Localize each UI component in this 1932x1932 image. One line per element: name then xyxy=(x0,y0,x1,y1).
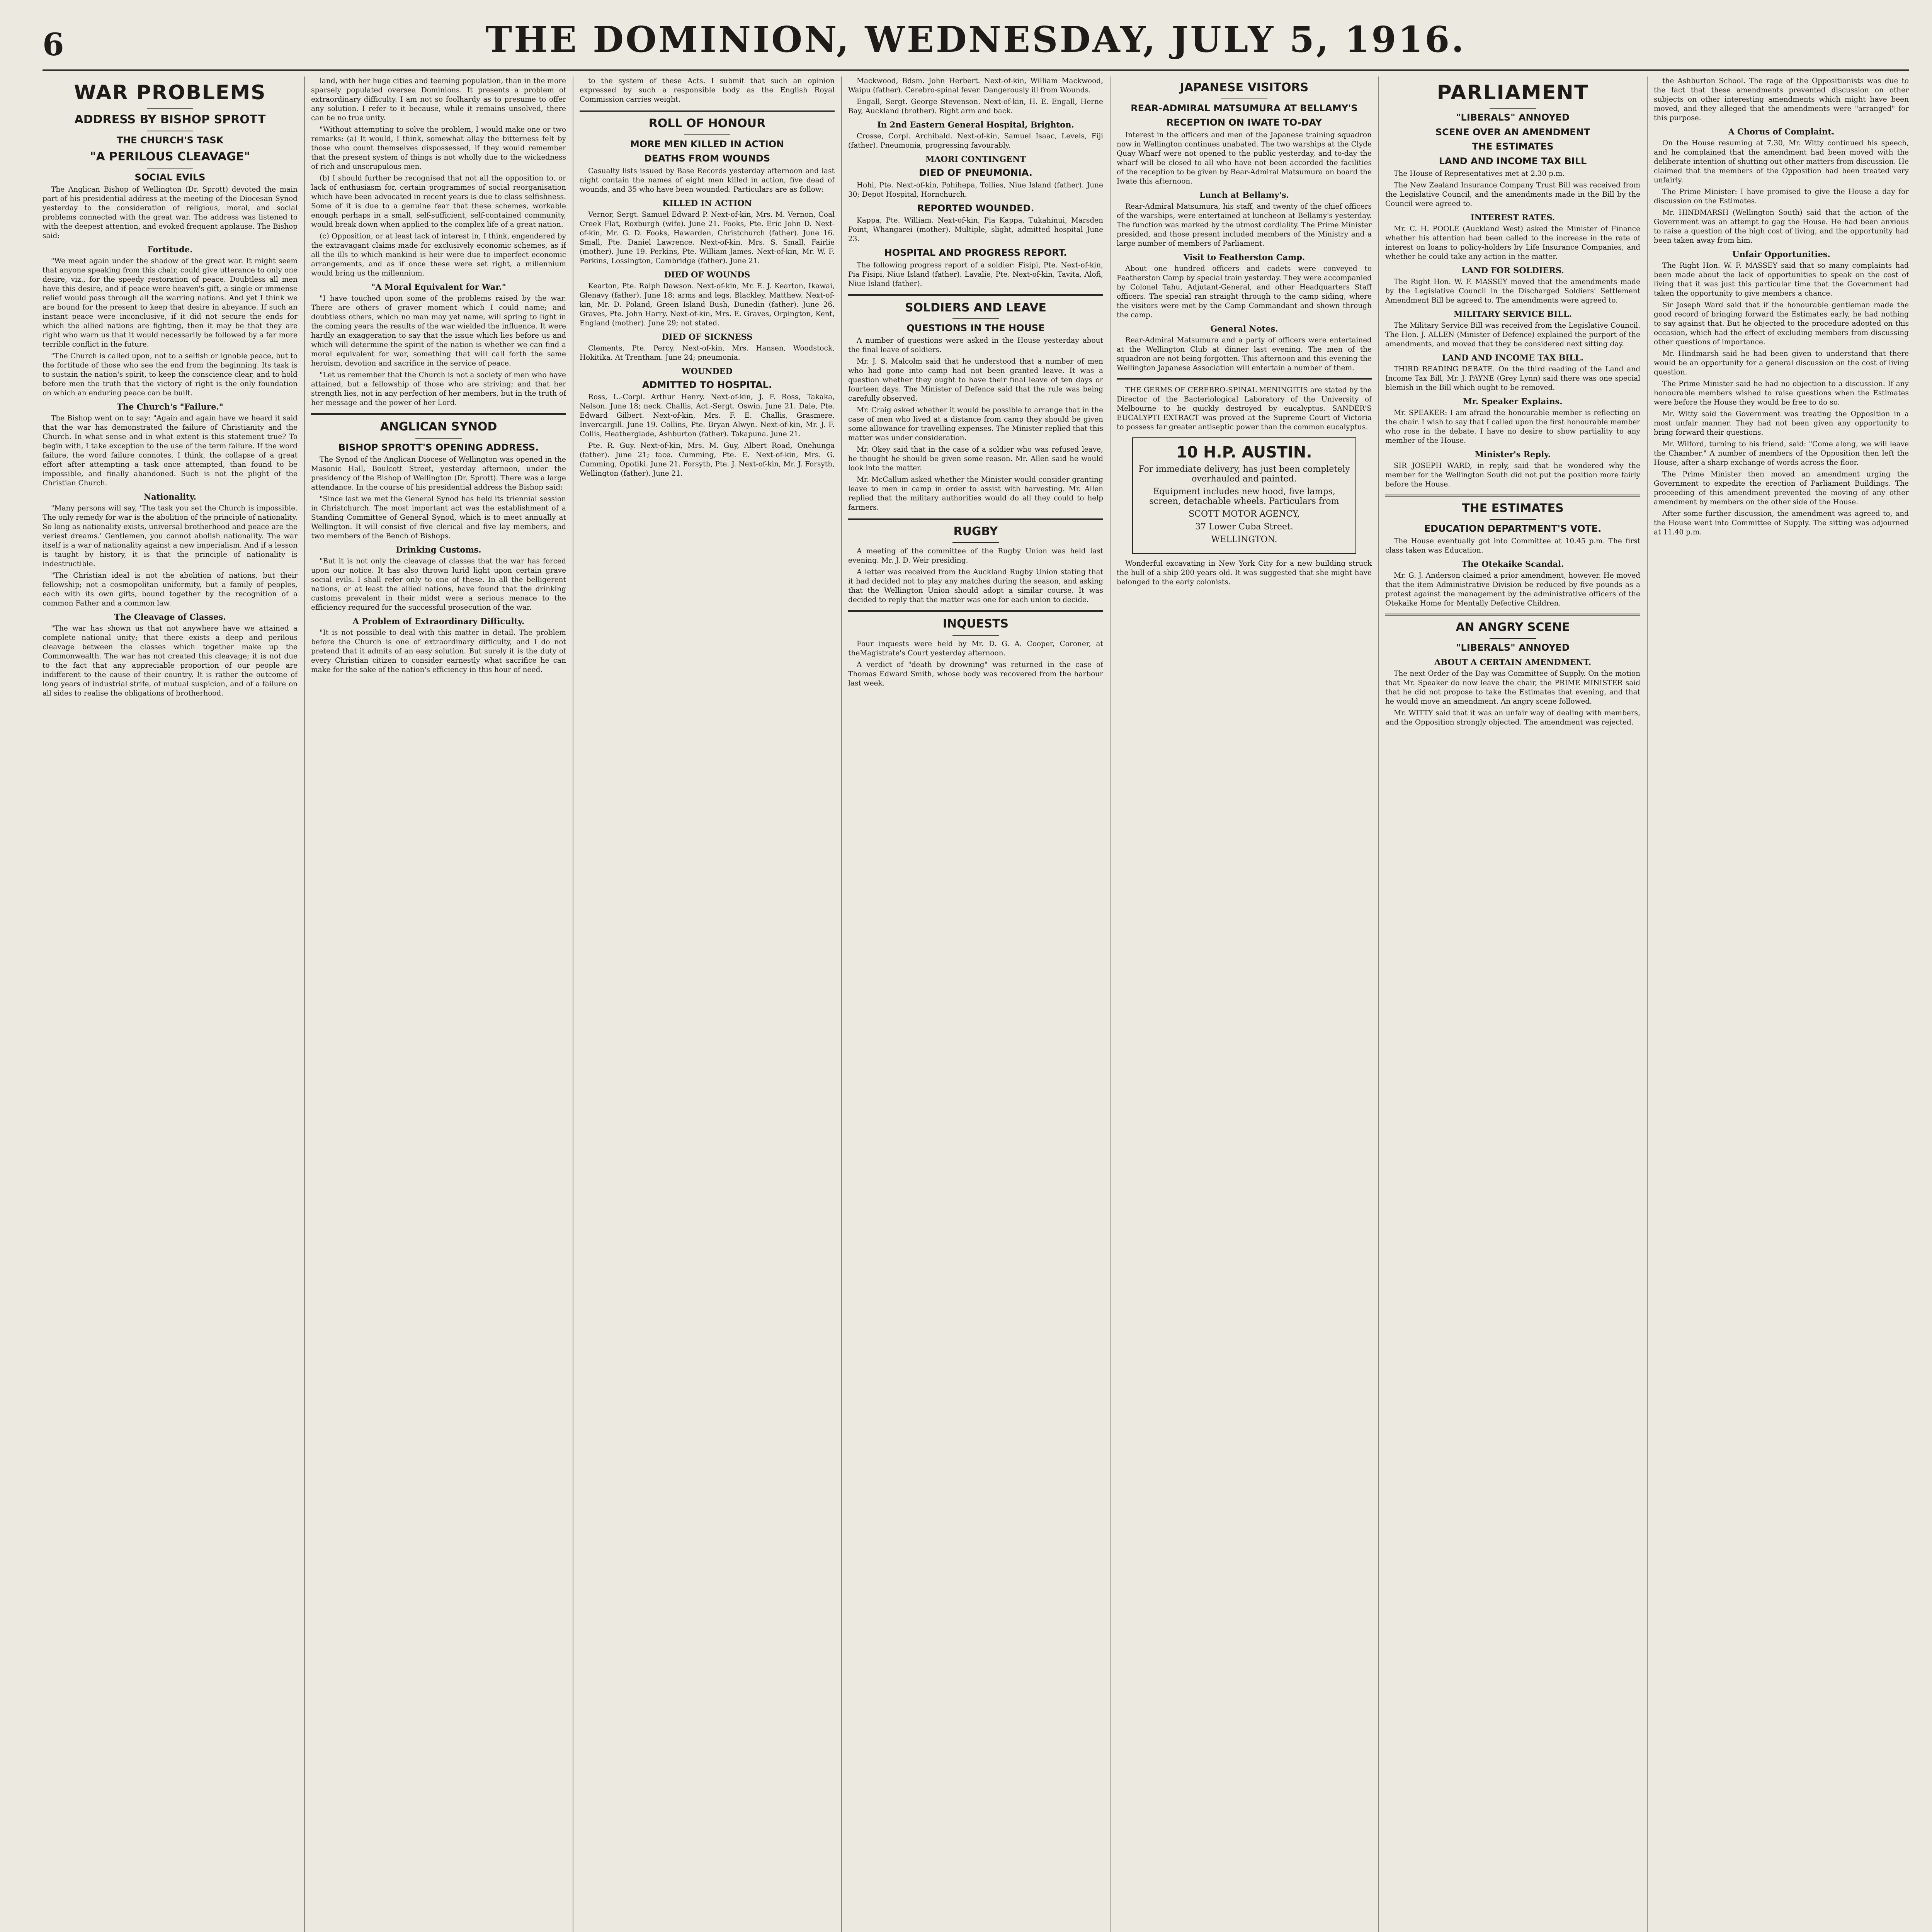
article-paragraph: Mr. Wilford, turning to his friend, said: "Come along, we will leave the Chamber." A number of members of the Opposition then left the House, after a sharp exchange of words across the floor. xyxy=(1654,440,1909,467)
section-subheading: The Cleavage of Classes. xyxy=(114,612,226,622)
column-rule xyxy=(1647,77,1648,1932)
article-paragraph: Mr. WITTY said that it was an unfair way of dealing with members, and the Opposition strongly objected. The amendment was rejected. xyxy=(1385,709,1640,726)
news-column-7 xyxy=(1654,77,1909,1932)
page-number: 6 xyxy=(43,26,64,63)
section-subheading: Lunch at Bellamy's. xyxy=(1199,190,1289,200)
headline-rule xyxy=(684,134,730,135)
article-paragraph: The Anglican Bishop of Wellington (Dr. Sprott) devoted the main part of his presidential address at the meeting of the Diocesan Synod yesterday to the consideration of religious, moral, and social problems connected with the great war. The address was listened to with the deepest attention, and evoked frequent applause. The Bishop said: xyxy=(43,185,298,240)
section-divider xyxy=(1117,378,1372,380)
article-paragraph: A meeting of the committee of the Rugby Union was held last evening. Mr. J. D. Weir presiding. xyxy=(848,547,1103,565)
article-paragraph: Mr. Okey said that in the case of a soldier who was refused leave, he thought he should be given some reason. Mr. Allen said he would look into the matter. xyxy=(848,445,1103,472)
classified-advertisement xyxy=(1132,437,1356,554)
article-paragraph: A letter was received from the Auckland Rugby Union stating that it had decided not to play any matches during the season, and asking that the Wellington Union should adopt a similar course. It was decided to reply that the matter was one for each union to decide. xyxy=(848,568,1103,604)
article-paragraph: "Without attempting to solve the problem, I would make one or two remarks: (a) It would, I think, somewhat allay the bitterness felt by those who count themselves dispossessed, if they would remember that the present system of things is not wholly due to the wickedness of rich and unscrupulous men. xyxy=(311,126,566,171)
article-paragraph: A verdict of "death by drowning" was returned in the case of Thomas Edward Smith, whose body was recovered from the harbour last week. xyxy=(848,660,1103,687)
advertisement-line: 37 Lower Cuba Street. xyxy=(1195,522,1293,532)
article-subheadline: INQUESTS xyxy=(942,617,1009,631)
article-subheadline: ADDRESS BY BISHOP SPROTT xyxy=(74,113,266,127)
section-subheading: Mr. Speaker Explains. xyxy=(1463,396,1563,406)
article-subheadline: ADMITTED TO HOSPITAL. xyxy=(642,379,772,390)
news-column-1 xyxy=(43,77,298,1932)
article-paragraph: Interest in the officers and men of the Japanese training squadron now in Wellington continues unabated. The two warships at the Clyde Quay Wharf were not opened to the public yesterday, and to-day the wharf will be closed to all who have not been accorded the facilities of the reception to be given by Rear-Admiral Matsumura on board the Iwate this afternoon. xyxy=(1117,131,1372,185)
article-paragraph: Ross, L.-Corpl. Arthur Henry. Next-of-kin, J. F. Ross, Takaka, Nelson. June 18; neck. Challis, Act.-Sergt. Oswin. June 21. Dale, Pte. Edward Gilbert. Next-of-kin, Mrs. F. E. Challis, Grasmere, Invercargill. June 19. Collins, Pte. Bryan Alwyn. Next-of-kin, Mr. J. F. Collis, Heatherglade, Ashburton (father). Takapuna. June 21. xyxy=(580,393,835,439)
article-paragraph: the Ashburton School. The rage of the Oppositionists was due to the fact that these amendments prevented discussion on other subjects on other interesting amendments which might have been moved, and they alleged that the amendments were "arranged" for this purpose. xyxy=(1654,77,1909,122)
article-paragraph: Mackwood, Bdsm. John Herbert. Next-of-kin, William Mackwood, Waipu (father). Cerebro-spinal fever. Dangerously ill from Wounds. xyxy=(848,77,1103,94)
article-subheadline: DEATHS FROM WOUNDS xyxy=(644,153,770,164)
article-subheadline: REPORTED WOUNDED. xyxy=(917,202,1034,214)
article-paragraph: Mr. Craig asked whether it would be possible to arrange that in the case of men who lived at a distance from camp they should be given some allowance for travelling expenses. The Minister replied that this matter was under consideration. xyxy=(848,406,1103,442)
section-subheading: The Otekaike Scandal. xyxy=(1461,559,1564,569)
article-subheadline: LAND AND INCOME TAX BILL xyxy=(1439,155,1587,167)
article-paragraph: The New Zealand Insurance Company Trust Bill was received from the Legislative Council, and the amendments made in the Bill by the Council were agreed to. xyxy=(1385,181,1640,208)
advertisement-line: Equipment includes new hood, five lamps, screen, detachable wheels. Particulars from xyxy=(1149,486,1339,506)
article-subheadline: JAPANESE VISITORS xyxy=(1180,81,1309,94)
article-paragraph: Crosse, Corpl. Archibald. Next-of-kin, Samuel Isaac, Levels, Fiji (father). Pneumonia, progressing favourably. xyxy=(848,132,1103,150)
article-paragraph: "Many persons will say, 'The task you set the Church is impossible. The only remedy for war is the abolition of the principle of nationality. So long as nationality exists, universal brotherhood and peace are the veriest dreams.' Gentlemen, you cannot abolish nationality. The war itself is a war of nationality against a new imperialism. And if a lesson is taught by history, it is that the principle of nationality is indestructible. xyxy=(43,504,298,568)
advertisement-line: For immediate delivery, has just been completely overhauled and painted. xyxy=(1138,464,1350,484)
section-subheading: ABOUT A CERTAIN AMENDMENT. xyxy=(1434,657,1592,667)
article-paragraph: Vernor, Sergt. Samuel Edward P. Next-of-kin, Mrs. M. Vernon, Coal Creek Flat, Roxburgh (wife). June 21. Fooks, Pte. Eric John D. Next-of-kin, Mr. G. D. Fooks, Hawarden, Christchurch (father). June 16. Small, Pte. Daniel Lawrence. Next-of-kin, Mrs. S. Small, Fairlie (mother). June 19. Perkins, Pte. William James. Next-of-kin, Mr. W. F. Perkins, Lossington, Cambridge (father). June 21. xyxy=(580,210,835,265)
article-paragraph: The House eventually got into Committee at 10.45 p.m. The first class taken was Education. xyxy=(1385,537,1640,554)
news-column-5 xyxy=(1117,77,1372,1932)
article-paragraph: The Right Hon. W. F. MASSEY said that so many complaints had been made about the lack of opportunities to speak on the cost of living that it was just this particular time that the Government had taken the opportunity to give members a chance. xyxy=(1654,262,1909,298)
section-subheading: Unfair Opportunities. xyxy=(1732,249,1830,259)
news-column-4 xyxy=(848,77,1103,1932)
newspaper-title: THE DOMINION, WEDNESDAY, JULY 5, 1916. xyxy=(485,19,1466,60)
section-subheading: A Problem of Extraordinary Difficulty. xyxy=(352,616,525,626)
article-paragraph: Kappa, Pte. William. Next-of-kin, Pia Kappa, Tukahinui, Marsden Point, Whangarei (mother). Multiple, slight, admitted hospital June 23. xyxy=(848,216,1103,243)
article-paragraph: THE GERMS OF CEREBRO-SPINAL MENINGITIS are stated by the Director of the Bacteriological Laboratory of the University of Melbourne to be quickly destroyed by eucalyptus. SANDER'S EUCALYPTI EXTRACT was proved at the Supreme Court of Victoria to possess far greater antiseptic power than the common eucalyptus. xyxy=(1117,386,1372,431)
headline-rule xyxy=(952,635,999,636)
advertisement-heading: 10 H.P. AUSTIN. xyxy=(1176,443,1312,461)
article-subheadline: ROLL OF HONOUR xyxy=(648,117,766,130)
news-column-3 xyxy=(580,77,835,1932)
news-column-6 xyxy=(1385,77,1640,1932)
article-paragraph: Mr. HINDMARSH (Wellington South) said that the action of the Government was an attempt to gag the House. He had been anxious to raise a question of the high cost of living, and the opportunity had been taken away from him. xyxy=(1654,209,1909,245)
section-divider xyxy=(848,518,1103,520)
article-paragraph: Mr. C. H. POOLE (Auckland West) asked the Minister of Finance whether his attention had been called to the increase in the rate of interest on loans to policy-holders by Life Insurance Companies, and whether he could take any action in the matter. xyxy=(1385,224,1640,261)
article-paragraph: SIR JOSEPH WARD, in reply, said that he wondered why the member for the Wellington South did not put the position more fairly before the House. xyxy=(1385,461,1640,488)
article-paragraph: to the system of these Acts. I submit that such an opinion expressed by such a responsible body as the English Royal Commission carries weight. xyxy=(580,77,835,104)
article-paragraph: "Let us remember that the Church is not a society of men who have attained, but a fellowship of those who are striving; and that her strength lies, not in any perfection of her members, but in the truth of her message and the power of her Lord. xyxy=(311,371,566,407)
section-subheading: "A Moral Equivalent for War." xyxy=(371,282,506,292)
advertisement-line: SCOTT MOTOR AGENCY, xyxy=(1189,509,1300,519)
section-subheading: MILITARY SERVICE BILL. xyxy=(1454,309,1572,319)
section-subheading: A Chorus of Complaint. xyxy=(1728,127,1835,136)
section-subheading: Nationality. xyxy=(143,492,197,502)
article-subheadline: THE CHURCH'S TASK xyxy=(116,134,224,146)
article-paragraph: About one hundred officers and cadets were conveyed to Featherston Camp by special train yesterday. They were accompanied by Colonel Tahu, Adjutant-General, and other Headquarters Staff officers. The special ran straight through to the camp siding, where the visitors were met by the Camp Commandant and shown through the camp. xyxy=(1117,264,1372,319)
article-subheadline: MORE MEN KILLED IN ACTION xyxy=(630,138,784,150)
article-paragraph: land, with her huge cities and teeming population, than in the more sparsely populated oversea Dominions. It presents a problem of extraordinary difficulty. I am not so foolhardy as to presume to offer any solution. I refer to it because, while it remains unsolved, there can be no true unity. xyxy=(311,77,566,122)
section-subheading: General Notes. xyxy=(1210,323,1278,333)
article-subheadline: "LIBERALS" ANNOYED xyxy=(1456,642,1570,653)
article-subheadline: "LIBERALS" ANNOYED xyxy=(1456,112,1570,123)
masthead xyxy=(43,11,1909,71)
article-paragraph: The following progress report of a soldier: Fisipi, Pte. Next-of-kin, Pia Fisipi, Niue Island (father). Lavalie, Pte. Next-of-kin, Tavita, Alofi, Niue Island (father). xyxy=(848,261,1103,288)
section-subheading: KILLED IN ACTION xyxy=(662,198,752,208)
article-subheadline: BISHOP SPROTT'S OPENING ADDRESS. xyxy=(338,442,539,453)
column-rule xyxy=(841,77,842,1932)
article-subheadline: THE ESTIMATES xyxy=(1472,141,1554,152)
article-paragraph: (c) Opposition, or at least lack of interest in, I think, engendered by the extravagant claims made for exclusively economic schemes, as if all the ills to which mankind is heir were due to imperfect economic arrangements, and as if once these were set right, a millennium would bring us the millennium. xyxy=(311,232,566,277)
article-paragraph: Hohi, Pte. Next-of-kin, Pohihepa, Tollies, Niue Island (father). June 30; Depot Hospital, Hornchurch. xyxy=(848,181,1103,199)
article-subheadline: THE ESTIMATES xyxy=(1462,501,1564,515)
section-subheading: The Church's "Failure." xyxy=(117,402,223,412)
article-paragraph: Mr. Hindmarsh said he had been given to understand that there would be an opportunity for a general discussion on the cost of living question. xyxy=(1654,350,1909,376)
article-paragraph: Wonderful excavating in New York City for a new building struck the hull of a ship 200 years old. It was suggested that she might have belonged to the early colonists. xyxy=(1117,559,1372,586)
article-paragraph: The Prime Minister: I have promised to give the House a day for discussion on the Estimates. xyxy=(1654,188,1909,205)
article-paragraph: Mr. Witty said the Government was treating the Opposition in a most unfair manner. They had not been given any opportunity to bring forward their questions. xyxy=(1654,410,1909,437)
section-subheading: Drinking Customs. xyxy=(396,545,481,555)
article-subheadline: REAR-ADMIRAL MATSUMURA AT BELLAMY'S xyxy=(1131,102,1358,114)
section-divider xyxy=(848,610,1103,612)
article-paragraph: Casualty lists issued by Base Records yesterday afternoon and last night contain the names of eight men killed in action, five dead of wounds, and 35 who have been wounded. Particulars are as follow: xyxy=(580,167,835,194)
article-paragraph: "We meet again under the shadow of the great war. It might seem that anyone speaking from this chair, could give utterance to only one desire, viz., for the speedy restoration of peace. Doubtless all men have this desire, and if peace were heaven's gift, a single or immense relief would pass through all the warring nations. And yet I think we are bound for the present to keep that desire in abeyance. If such an instant peace were inconclusive, if it did not secure the ends for which the allied nations are fighting, then it may be that they are right who warn us that it would necessarily be followed by a far more terrible conflict in the future. xyxy=(43,257,298,349)
columns-container xyxy=(43,77,1909,1932)
article-paragraph: Rear-Admiral Matsumura and a party of officers were entertained at the Wellington Club at dinner last evening. The men of the squadron are not being forgotten. This afternoon and this evening the Wellington Japanese Association will entertain a number of them. xyxy=(1117,336,1372,372)
section-subheading: WOUNDED xyxy=(682,366,733,376)
article-paragraph: After some further discussion, the amendment was agreed to, and the House went into Committee of Supply. The sitting was adjourned at 11.40 p.m. xyxy=(1654,510,1909,536)
article-subheadline: QUESTIONS IN THE HOUSE xyxy=(906,323,1045,334)
article-paragraph: "The Church is called upon, not to a selfish or ignoble peace, but to the fortitude of those who see the end from the beginning. Its task is to sustain the nation's spirit, to keep the conscience clear, and to hold before men the truth that the victory of right is the only foundation on which an enduring peace can be built. xyxy=(43,352,298,398)
headline-rule xyxy=(952,542,999,543)
section-subheading: DIED OF WOUNDS xyxy=(664,269,750,279)
article-headline: WAR PROBLEMS xyxy=(74,81,266,104)
article-paragraph: THIRD READING DEBATE. On the third reading of the Land and Income Tax Bill, Mr. J. PAYNE (Grey Lynn) said there was one special blemish in the Bill which ought to be removed. xyxy=(1385,365,1640,392)
article-paragraph: On the House resuming at 7.30, Mr. Witty continued his speech, and he complained that the amendment had been moved with the deliberate intention of shutting out other matters from discussion. He claimed that the members of the Opposition had been treated very unfairly. xyxy=(1654,139,1909,184)
column-rule xyxy=(304,77,305,1932)
article-paragraph: Clements, Pte. Percy. Next-of-kin, Mrs. Hansen, Woodstock, Hokitika. At Trentham. June 24; pneumonia. xyxy=(580,344,835,362)
article-paragraph: "I have touched upon some of the problems raised by the war. There are others of graver moment which I could name; and doubtless others, which no man may yet name, will spring to light in the coming years the results of the war wielded the influence. It were hardly an exaggeration to say that the issue which lies before us and which will determine the spirit of the nation is whether we can find a moral equivalent for war, something that will call forth the same heroism, devotion and sacrifice in the service of peace. xyxy=(311,294,566,367)
article-paragraph: Kearton, Pte. Ralph Dawson. Next-of-kin, Mr. E. J. Kearton, Ikawai, Glenavy (father). June 18; arms and legs. Blackley, Matthew. Next-of-kin, Mr. D. Poland, Green Island Bush, Dunedin (father). June 26. Graves, Pte. John Harry. Next-of-kin, Mrs. E. Graves, Orpington, Kent, England (mother). June 29; not stated. xyxy=(580,282,835,327)
section-divider xyxy=(848,294,1103,296)
headline-rule xyxy=(415,438,462,439)
column-rule xyxy=(1110,77,1111,1932)
headline-rule xyxy=(1490,108,1536,109)
article-paragraph: The Bishop went on to say: "Again and again have we heard it said that the war has demonstrated the failure of Christianity and the Church. In what sense and in what extent is this statement true? To begin with, I take exception to the use of the term failure. If the word failure, the word failure connotes, I think, the collapse of a great effort after attempting a task once attempted, than found to be impossible, and finally abandoned. Such is not the plight of the Christian Church. xyxy=(43,414,298,488)
section-divider xyxy=(311,413,566,415)
article-subheadline: EDUCATION DEPARTMENT'S VOTE. xyxy=(1424,523,1602,534)
article-subheadline: HOSPITAL AND PROGRESS REPORT. xyxy=(884,247,1067,259)
section-subheading: LAND AND INCOME TAX BILL. xyxy=(1442,352,1584,362)
article-paragraph: The Synod of the Anglican Diocese of Wellington was opened in the Masonic Hall, Boulcott Street, yesterday afternoon, under the presidency of the Bishop of Wellington (Dr. Sprott). There was a large attendance. In the course of his presidential address the Bishop said: xyxy=(311,456,566,492)
article-paragraph: (b) I should further be recognised that not all the opposition to, or lack of enthusiasm for, certain programmes of social reorganisation which have been advocated in recent years is due to class selfishness. Some of it is due to a genuine fear that these schemes, workable enough perhaps in a small, self-sufficient, self-contained community, would break down when applied to the complex life of a great nation. xyxy=(311,174,566,229)
section-subheading: In 2nd Eastern General Hospital, Brighton. xyxy=(877,120,1074,129)
section-subheading: INTEREST RATES. xyxy=(1470,212,1555,222)
article-paragraph: A number of questions were asked in the House yesterday about the final leave of soldiers. xyxy=(848,336,1103,354)
article-paragraph: Mr. SPEAKER: I am afraid the honourable member is reflecting on the chair. I wish to say that I called upon the first honourable member who rose in the debate. I have no desire to show partiality to any member of the House. xyxy=(1385,408,1640,445)
section-divider xyxy=(1385,495,1640,497)
article-paragraph: "But it is not only the cleavage of classes that the war has forced upon our notice. It has also thrown lurid light upon certain grave social evils. I shall refer only to one of these. In all the belligerent nations, or at least the allied nations, have found that the drinking customs prevalent in their midst were a serious menace to the efficiency required for the successful prosecution of the war. xyxy=(311,557,566,612)
article-paragraph: Rear-Admiral Matsumura, his staff, and twenty of the chief officers of the warships, were entertained at luncheon at Bellamy's yesterday. The function was marked by the utmost cordiality. The Prime Minister presided, and those present included members of the Ministry and a large number of members of Parliament. xyxy=(1117,202,1372,248)
headline-rule xyxy=(1490,519,1536,520)
article-paragraph: "It is not possible to deal with this matter in detail. The problem before the Church is one of extraordinary difficulty, and I do not pretend that it admits of an easy solution. But surely it is the duty of every Christian citizen to consider earnestly what sacrifice he can make for the sake of the nation's efficiency in this hour of need. xyxy=(311,629,566,674)
article-paragraph: The Military Service Bill was received from the Legislative Council. The Hon. J. ALLEN (Minister of Defence) explained the purport of the amendments, and moved that they be considered next sitting day. xyxy=(1385,321,1640,348)
article-subheadline: "A PERILOUS CLEAVAGE" xyxy=(90,150,250,164)
article-subheadline: SCENE OVER AN AMENDMENT xyxy=(1435,126,1590,138)
headline-rule xyxy=(1490,638,1536,639)
advertisement-line: WELLINGTON. xyxy=(1211,534,1277,544)
article-paragraph: Four inquests were held by Mr. D. G. A. Cooper, Coroner, at theMagistrate's Court yesterday afternoon. xyxy=(848,639,1103,657)
article-paragraph: Mr. McCallum asked whether the Minister would consider granting leave to men in camp in order to assist with harvesting. Mr. Allen replied that the military authorities would do all they could to help farmers. xyxy=(848,475,1103,512)
article-paragraph: "The Christian ideal is not the abolition of nations, but their fellowship; not a cosmopolitan uniformity, but a family of peoples, each with its own gifts, bound together by the recognition of a common Father and a common law. xyxy=(43,571,298,608)
article-paragraph: Mr. J. S. Malcolm said that he understood that a number of men who had gone into camp had not been granted leave. It was a question whether they ought to have their final leave of ten days or fourteen days. The Minister of Defence said that the rule was being carefully observed. xyxy=(848,357,1103,403)
section-subheading: Visit to Featherston Camp. xyxy=(1183,252,1305,262)
column-rule xyxy=(1378,77,1379,1932)
section-subheading: MAORI CONTINGENT xyxy=(925,154,1026,164)
headline-rule xyxy=(952,318,999,319)
section-subheading: DIED OF SICKNESS xyxy=(662,332,753,342)
article-paragraph: The Right Hon. W. F. MASSEY moved that the amendments made by the Legislative Council in the Discharged Soldiers' Settlement Amendment Bill be agreed to. The amendments were agreed to. xyxy=(1385,277,1640,304)
article-subheadline: DIED OF PNEUMONIA. xyxy=(919,167,1032,178)
article-paragraph: The Prime Minister said he had no objection to a discussion. If any honourable members wished to raise questions when the Estimates were before the House they would be free to do so. xyxy=(1654,380,1909,406)
article-paragraph: Pte. R. Guy. Next-of-kin, Mrs. M. Guy, Albert Road, Onehunga (father). June 21; face. Cumming, Pte. E. Next-of-kin, Mrs. G. Cumming, Opotiki. June 21. Forsyth, Pte. J. Next-of-kin, Mr. J. Forsyth, Wellington (father). June 21. xyxy=(580,442,835,478)
article-paragraph: Engall, Sergt. George Stevenson. Next-of-kin, H. E. Engall, Herne Bay, Auckland (brother). Right arm and back. xyxy=(848,98,1103,115)
article-subheadline: SOCIAL EVILS xyxy=(134,172,206,183)
article-paragraph: Mr. G. J. Anderson claimed a prior amendment, however. He moved that the item Administrative Division be reduced by five pounds as a protest against the management by the administrative officers of the Otekaike Home for Mentally Defective Children. xyxy=(1385,571,1640,607)
article-paragraph: "The war has shown us that not anywhere have we attained a complete national unity; that there exists a deep and perilous cleavage between the classes which together make up the Commonwealth. The war has not created this cleavage; it is not due to the fact that any appreciable proportion of our people are indifferent to the cause of their country. It is rather the outcome of long years of industrial strife, of mutual suspicion, and of a failure on all sides to realise the obligations of brotherhood. xyxy=(43,624,298,698)
article-paragraph: The Prime Minister then moved an amendment urging the Government to expedite the erection of Parliament Buildings. The proceeding of this amendment prevented the moving of any other amendment by members on the other side of the House. xyxy=(1654,470,1909,506)
section-divider xyxy=(580,110,835,112)
section-divider xyxy=(1385,614,1640,616)
section-subheading: Minister's Reply. xyxy=(1475,449,1551,459)
article-subheadline: RECEPTION ON IWATE TO-DAY xyxy=(1166,117,1322,128)
article-headline: PARLIAMENT xyxy=(1437,81,1589,104)
article-paragraph: The next Order of the Day was Committee of Supply. On the motion that Mr. Speaker do now leave the chair, the PRIME MINISTER said that he did not propose to take the Estimates that evening, and that he would move an amendment. An angry scene followed. xyxy=(1385,669,1640,706)
article-paragraph: Sir Joseph Ward said that if the honourable gentleman made the good record of bringing forward the Estimates early, he had nothing to say against that. But he objected to the procedure adopted on this occasion, which had the effect of excluding members from discussing other questions of importance. xyxy=(1654,301,1909,346)
article-paragraph: "Since last we met the General Synod has held its triennial session in Christchurch. The most important act was the establishment of a Standing Committee of General Synod, which is to meet annually at Wellington. It will consist of five clerical and five lay members, and two members of the Bench of Bishops. xyxy=(311,495,566,541)
section-subheading: Fortitude. xyxy=(147,245,193,255)
headline-rule xyxy=(147,108,193,109)
section-subheading: LAND FOR SOLDIERS. xyxy=(1461,265,1564,275)
news-column-2 xyxy=(311,77,566,1932)
article-subheadline: AN ANGRY SCENE xyxy=(1456,620,1570,634)
article-paragraph: The House of Representatives met at 2.30 p.m. xyxy=(1394,169,1565,178)
article-subheadline: ANGLICAN SYNOD xyxy=(380,420,497,434)
article-subheadline: SOLDIERS AND LEAVE xyxy=(905,301,1047,315)
article-subheadline: RUGBY xyxy=(953,524,998,538)
